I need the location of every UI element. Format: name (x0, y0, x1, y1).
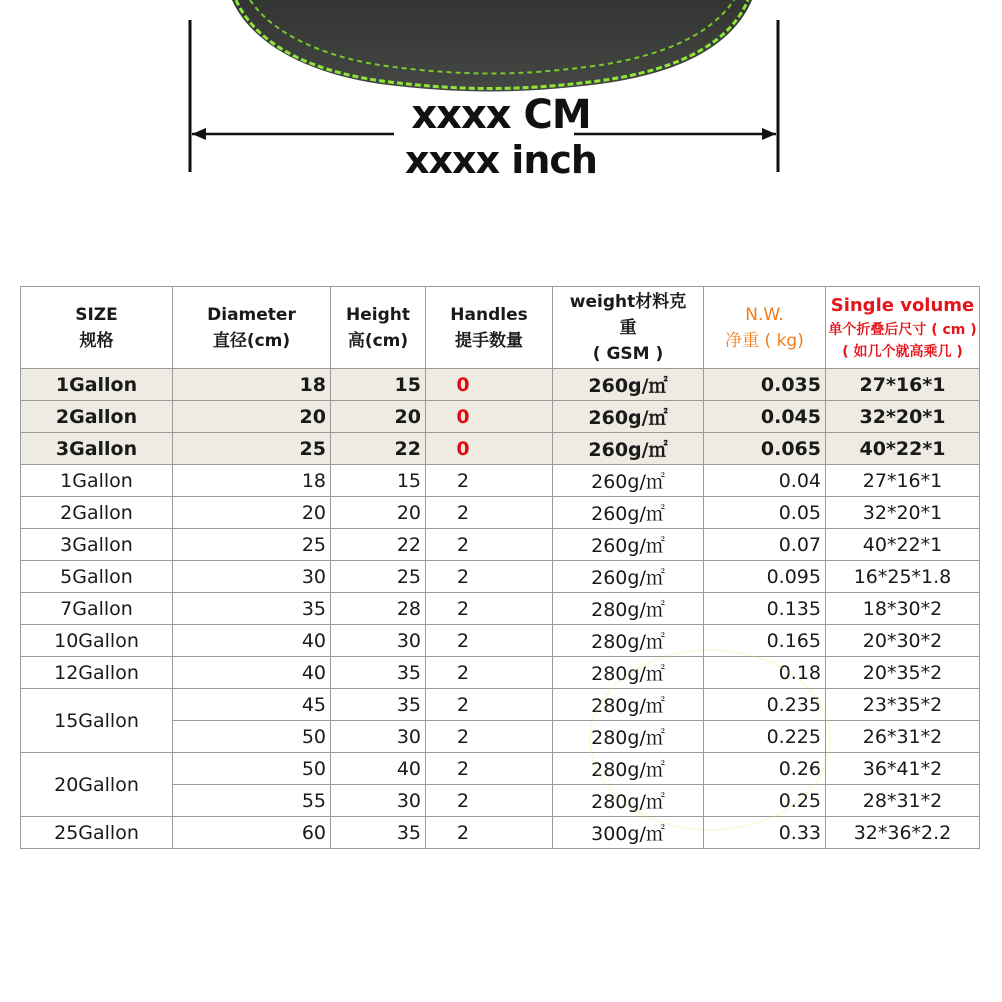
table-row (21, 465, 980, 497)
diameter-cell: 20 (173, 401, 331, 433)
volume-cell: 28*31*2 (826, 785, 980, 817)
height-cell: 25 (331, 561, 426, 593)
size-spec-table (20, 286, 980, 849)
net-weight-cell: 0.33 (704, 817, 826, 849)
net-weight-cell: 0.135 (704, 593, 826, 625)
table-row (21, 561, 980, 593)
size-cell: 7Gallon (21, 593, 173, 625)
handles-cell: 2 (426, 561, 553, 593)
net-weight-cell: 0.26 (704, 753, 826, 785)
size-cell: 1Gallon (21, 465, 173, 497)
height-cell: 22 (331, 529, 426, 561)
diameter-cell: 25 (173, 529, 331, 561)
diameter-cell: 40 (173, 625, 331, 657)
size-cell: 3Gallon (21, 433, 173, 465)
diameter-cell: 60 (173, 817, 331, 849)
diameter-cell: 25 (173, 433, 331, 465)
diameter-cell: 18 (173, 465, 331, 497)
header-diameter: Diameter 直径(cm) (173, 287, 331, 369)
size-cell: 10Gallon (21, 625, 173, 657)
net-weight-cell: 0.04 (704, 465, 826, 497)
table-row (21, 369, 980, 401)
weight-cell: 280g/㎡ (553, 625, 704, 657)
handles-cell: 2 (426, 817, 553, 849)
volume-cell: 16*25*1.8 (826, 561, 980, 593)
volume-cell: 27*16*1 (826, 465, 980, 497)
dimension-inch-label: xxxx inch (405, 138, 597, 182)
net-weight-cell: 0.25 (704, 785, 826, 817)
weight-cell: 260g/㎡ (553, 465, 704, 497)
header-single-volume: Single volume 单个折叠后尺寸 ( cm ) ( 如几个就高乘几 ) (826, 287, 980, 369)
volume-cell: 32*20*1 (826, 497, 980, 529)
diameter-cell: 50 (173, 753, 331, 785)
volume-cell: 20*30*2 (826, 625, 980, 657)
header-height: Height 高(cm) (331, 287, 426, 369)
table-row (21, 529, 980, 561)
diameter-cell: 30 (173, 561, 331, 593)
header-net-weight: N.W. 净重 ( kg) (704, 287, 826, 369)
handles-cell: 2 (426, 657, 553, 689)
diameter-cell: 55 (173, 785, 331, 817)
size-cell: 25Gallon (21, 817, 173, 849)
weight-cell: 260g/㎡ (553, 497, 704, 529)
weight-cell: 260g/㎡ (553, 369, 704, 401)
weight-cell: 300g/㎡ (553, 817, 704, 849)
header-weight: weight材料克 重 ( GSM ) (553, 287, 704, 369)
diameter-cell: 18 (173, 369, 331, 401)
table-row (21, 817, 980, 849)
handles-cell: 2 (426, 625, 553, 657)
table-row (21, 593, 980, 625)
size-cell: 15Gallon (21, 689, 173, 753)
volume-cell: 40*22*1 (826, 433, 980, 465)
handles-cell: 2 (426, 593, 553, 625)
handles-cell: 0 (426, 369, 553, 401)
net-weight-cell: 0.045 (704, 401, 826, 433)
header-handles: Handles 提手数量 (426, 287, 553, 369)
table-body (21, 369, 980, 849)
table-header-row (21, 287, 980, 369)
height-cell: 30 (331, 625, 426, 657)
size-cell: 2Gallon (21, 497, 173, 529)
weight-cell: 280g/㎡ (553, 721, 704, 753)
handles-cell: 2 (426, 721, 553, 753)
volume-cell: 36*41*2 (826, 753, 980, 785)
header-size: SIZE 规格 (21, 287, 173, 369)
weight-cell: 260g/㎡ (553, 529, 704, 561)
volume-cell: 27*16*1 (826, 369, 980, 401)
volume-cell: 20*35*2 (826, 657, 980, 689)
size-cell: 20Gallon (21, 753, 173, 817)
handles-cell: 2 (426, 689, 553, 721)
height-cell: 30 (331, 785, 426, 817)
volume-cell: 32*36*2.2 (826, 817, 980, 849)
net-weight-cell: 0.065 (704, 433, 826, 465)
height-cell: 20 (331, 497, 426, 529)
height-cell: 20 (331, 401, 426, 433)
dimension-cm-label: xxxx CM (411, 92, 591, 138)
weight-cell: 280g/㎡ (553, 657, 704, 689)
volume-cell: 23*35*2 (826, 689, 980, 721)
handles-cell: 2 (426, 753, 553, 785)
diameter-cell: 20 (173, 497, 331, 529)
table-row (21, 625, 980, 657)
weight-cell: 260g/㎡ (553, 401, 704, 433)
diameter-cell: 40 (173, 657, 331, 689)
net-weight-cell: 0.235 (704, 689, 826, 721)
size-cell: 3Gallon (21, 529, 173, 561)
handles-cell: 2 (426, 785, 553, 817)
handles-cell: 2 (426, 465, 553, 497)
table-row (21, 753, 980, 785)
size-cell: 1Gallon (21, 369, 173, 401)
handles-cell: 2 (426, 497, 553, 529)
size-cell: 12Gallon (21, 657, 173, 689)
table-row (21, 401, 980, 433)
table-row (21, 657, 980, 689)
height-cell: 22 (331, 433, 426, 465)
weight-cell: 280g/㎡ (553, 689, 704, 721)
volume-cell: 32*20*1 (826, 401, 980, 433)
volume-cell: 26*31*2 (826, 721, 980, 753)
net-weight-cell: 0.165 (704, 625, 826, 657)
height-cell: 40 (331, 753, 426, 785)
diameter-cell: 50 (173, 721, 331, 753)
weight-cell: 280g/㎡ (553, 593, 704, 625)
table-row (21, 689, 980, 721)
weight-cell: 280g/㎡ (553, 785, 704, 817)
height-cell: 35 (331, 689, 426, 721)
size-cell: 5Gallon (21, 561, 173, 593)
height-cell: 35 (331, 817, 426, 849)
volume-cell: 40*22*1 (826, 529, 980, 561)
net-weight-cell: 0.07 (704, 529, 826, 561)
diameter-cell: 35 (173, 593, 331, 625)
handles-cell: 0 (426, 401, 553, 433)
weight-cell: 280g/㎡ (553, 753, 704, 785)
handles-cell: 2 (426, 529, 553, 561)
height-cell: 15 (331, 465, 426, 497)
height-cell: 28 (331, 593, 426, 625)
height-cell: 35 (331, 657, 426, 689)
weight-cell: 260g/㎡ (553, 433, 704, 465)
diameter-cell: 45 (173, 689, 331, 721)
handles-cell: 0 (426, 433, 553, 465)
net-weight-cell: 0.225 (704, 721, 826, 753)
table-row (21, 497, 980, 529)
net-weight-cell: 0.095 (704, 561, 826, 593)
net-weight-cell: 0.05 (704, 497, 826, 529)
size-cell: 2Gallon (21, 401, 173, 433)
height-cell: 30 (331, 721, 426, 753)
net-weight-cell: 0.18 (704, 657, 826, 689)
volume-cell: 18*30*2 (826, 593, 980, 625)
net-weight-cell: 0.035 (704, 369, 826, 401)
table-row (21, 433, 980, 465)
weight-cell: 260g/㎡ (553, 561, 704, 593)
height-cell: 15 (331, 369, 426, 401)
